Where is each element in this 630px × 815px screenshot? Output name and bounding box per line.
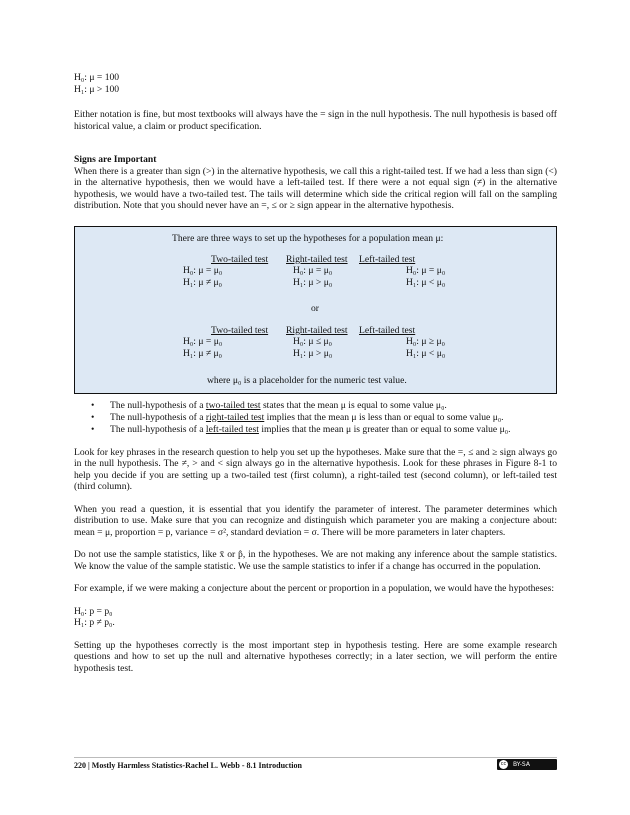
bullet-icon: • xyxy=(91,399,95,411)
paragraph-notation: Either notation is fine, but most textbooks will always have the = sign in the null hypothesis. The null hypothesis is based off historical value, a claim or product specification. xyxy=(74,109,557,132)
list-item xyxy=(74,424,557,436)
list-item xyxy=(74,400,557,412)
paragraph-key-phrases: Look for key phrases in the research question to help you set up the hypotheses. Make sure that the =, ≤ and ≥ sign always go in the null hypothesis. The ≠, > and < sign always go in the alternative hypothesis. Look for these phrases in Figure 8-1 to help you decide if you are setting up a two-tailed test (first column), a right-tailed test (second column), or left-tailed test (third column). xyxy=(74,446,557,492)
box-note: where μ₀ is a placeholder for the numeric test value. xyxy=(207,374,407,386)
header-left-tailed: Left-tailed test xyxy=(359,253,416,265)
paragraph-example: For example, if we were making a conjecture about the percent or proportion in a population, we would have the hypotheses: xyxy=(74,583,555,594)
bullet-text: The null-hypothesis of a xyxy=(110,423,206,435)
set1-right-h0: H₀: μ = μ₀ xyxy=(293,265,333,276)
section-heading-signs: Signs are Important xyxy=(74,154,157,165)
hypothesis-alt-proportion: H₁: p ≠ p₀. xyxy=(74,617,115,628)
set2-two-h0: H₀: μ = μ₀ xyxy=(183,336,223,347)
hypotheses-setup-box xyxy=(74,226,557,394)
paragraph-parameter: When you read a question, it is essential that you identify the parameter of interest. The parameter determines which distribution to use. Make sure that you can recognize and distinguish which parameter you are making a conjecture about: mean = μ, proportion = p, variance = σ², standard deviation = σ. There will be more parameters in later chapters. xyxy=(74,503,557,538)
set1-left-h1: H₁: μ < μ₀ xyxy=(406,276,446,288)
bullet-underlined-term: left-tailed test xyxy=(205,423,259,435)
header-two-tailed: Two-tailed test xyxy=(211,324,269,336)
set2-left-h1: H₁: μ < μ₀ xyxy=(406,347,446,359)
paragraph-signs: When there is a greater than sign (>) in the alternative hypothesis, we call this a right-tailed test. If we had a less than sign (<) in the alternative hypothesis, then we would have a left-tailed test. If there were a not equal sign (≠) in the alternative hypothesis, we would have a two-tailed test. The tails will determine which side the critical region will fall on the sampling distribution. Note that you should never have an =, ≤ or ≥ sign appear in the alternative hypothesis. xyxy=(74,165,557,211)
header-right-tailed: Right-tailed test xyxy=(286,324,348,336)
set1-left-h0: H₀: μ = μ₀ xyxy=(406,265,446,276)
set2-left-h0: H₀: μ ≥ μ₀ xyxy=(406,336,446,347)
hypothesis-null-100: H₀: μ = 100 xyxy=(74,72,120,83)
cc-license-badge[interactable] xyxy=(497,759,557,770)
bullet-text: states that the mean μ is equal to some value μ₀. xyxy=(260,399,447,411)
cc-icon: cc xyxy=(500,761,507,767)
hypotheses-table-2 xyxy=(183,324,446,360)
set1-right-h1: H₁: μ > μ₀ xyxy=(293,276,333,288)
set2-right-h0: H₀: μ ≤ μ₀ xyxy=(293,336,333,347)
bullet-text: The null-hypothesis of a xyxy=(110,411,206,423)
header-right-tailed: Right-tailed test xyxy=(286,253,348,265)
header-two-tailed: Two-tailed test xyxy=(211,253,269,265)
box-or: or xyxy=(311,302,319,314)
set1-two-h1: H₁: μ ≠ μ₀ xyxy=(183,276,223,288)
hypothesis-alt-100: H₁: μ > 100 xyxy=(74,83,120,95)
license-label: BY-SA xyxy=(513,761,530,768)
footer-text: 220 | Mostly Harmless Statistics-Rachel L. Webb - 8.1 Introduction xyxy=(74,761,302,770)
hypothesis-null-proportion: H₀: p = p₀ xyxy=(74,605,113,617)
page-body xyxy=(74,72,557,674)
bullet-icon: • xyxy=(91,423,95,435)
paragraph-final: Setting up the hypotheses correctly is the most important step in hypothesis testing. Here are some example research questions and how to set up the null and alternative hypotheses correctly; in a later section, we will perform the entire hypothesis test. xyxy=(74,639,557,674)
header-left-tailed: Left-tailed test xyxy=(359,324,416,336)
hypotheses-table-1 xyxy=(183,253,446,289)
list-item xyxy=(74,412,557,424)
page-footer xyxy=(74,757,557,772)
paragraph-sample-statistics: Do not use the sample statistics, like x̄ or p̂, in the hypotheses. We are not making any inference about the sample statistics. We know the value of the sample statistic. We use the sample statistics to infer if a change has occurred in the population. xyxy=(74,549,557,572)
bullet-text: implies that the mean μ is greater than or equal to some value μ₀. xyxy=(258,423,511,435)
set2-right-h1: H₁: μ > μ₀ xyxy=(293,347,333,359)
box-intro: There are three ways to set up the hypotheses for a population mean μ: xyxy=(172,232,444,244)
bullet-underlined-term: two-tailed test xyxy=(205,399,261,411)
bullet-icon: • xyxy=(91,411,95,423)
set2-two-h1: H₁: μ ≠ μ₀ xyxy=(183,347,223,359)
bullet-underlined-term: right-tailed test xyxy=(205,411,265,423)
set1-two-h0: H₀: μ = μ₀ xyxy=(183,265,223,276)
bullet-text: implies that the mean μ is less than or equal to some value μ₀. xyxy=(264,411,504,423)
null-hypothesis-bullets xyxy=(74,400,557,436)
bullet-text: The null-hypothesis of a xyxy=(110,399,206,411)
